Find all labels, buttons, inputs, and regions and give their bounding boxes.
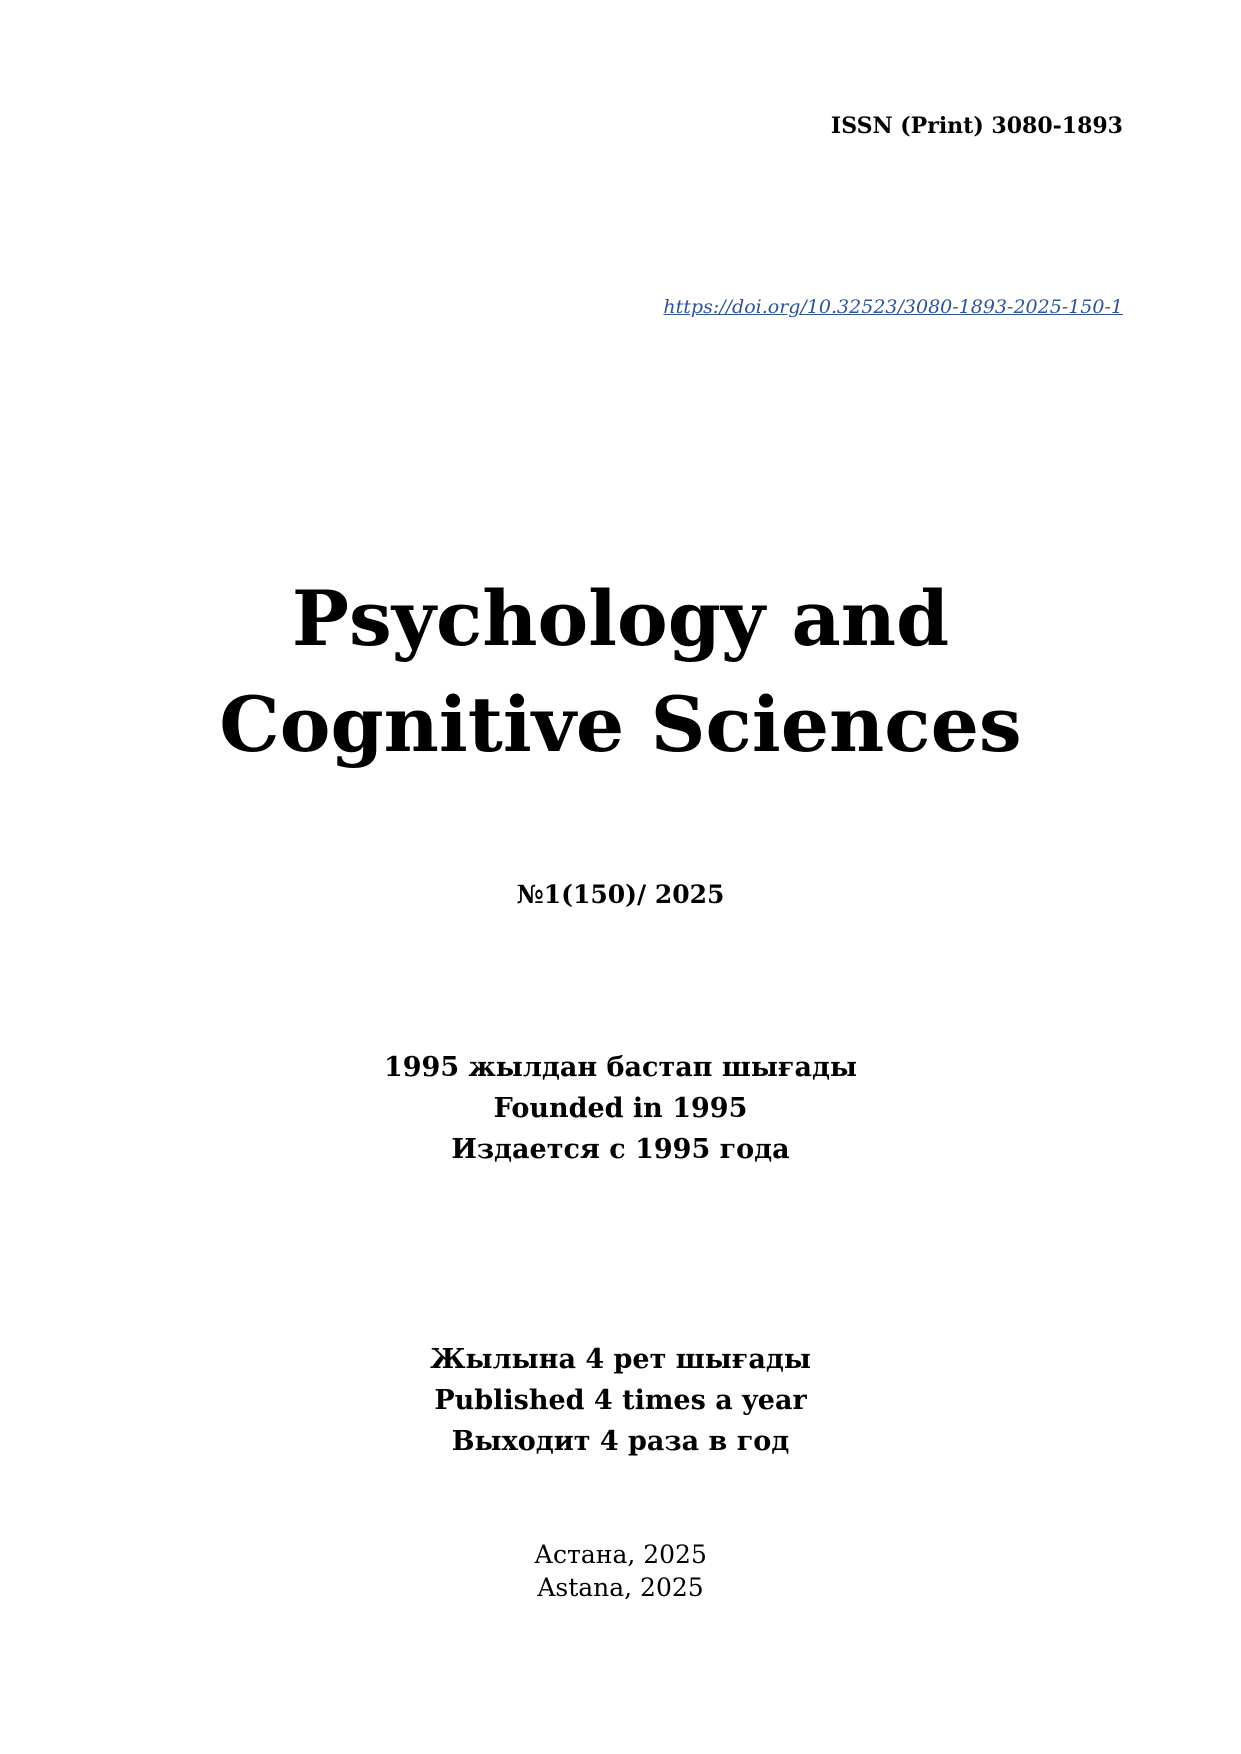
- frequency-kz: Жылына 4 рет шығады: [430, 1344, 811, 1375]
- frequency-block: [0, 1339, 1241, 1462]
- journal-title-line-1: Psychology and: [291, 574, 950, 663]
- place-year-block: [0, 1538, 1241, 1604]
- place-year-en: Astana, 2025: [537, 1573, 704, 1602]
- founded-ru: Издается с 1995 года: [451, 1134, 790, 1165]
- founded-kz: 1995 жылдан бастап шығады: [383, 1052, 858, 1083]
- founded-block: [0, 1047, 1241, 1170]
- frequency-en: Published 4 times a year: [434, 1385, 807, 1416]
- place-year-ru: Астана, 2025: [534, 1540, 707, 1569]
- journal-title: [0, 566, 1241, 778]
- frequency-ru: Выходит 4 раза в год: [451, 1426, 790, 1457]
- issn-print: ISSN (Print) 3080-1893: [830, 113, 1123, 139]
- issue-number: №1(150)/ 2025: [516, 880, 725, 909]
- doi-link[interactable]: https://doi.org/10.32523/3080-1893-2025-150-1: [663, 296, 1123, 318]
- journal-title-line-2: Cognitive Sciences: [219, 680, 1022, 769]
- founded-en: Founded in 1995: [493, 1093, 748, 1124]
